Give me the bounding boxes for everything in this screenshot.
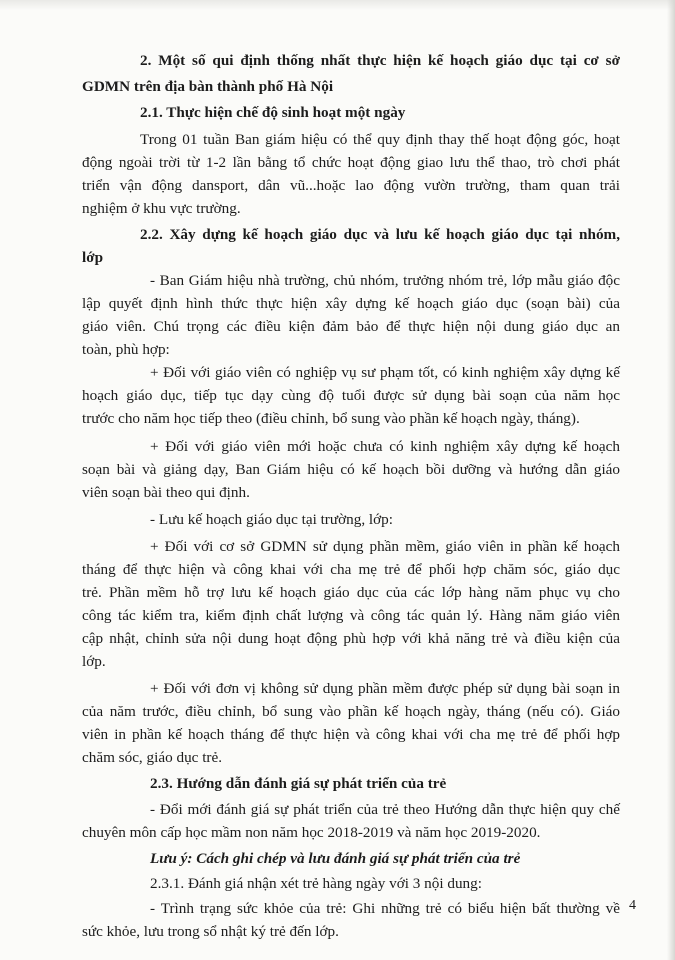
paragraph-line: tháng để thực hiện và công khai với cha mẹ trẻ để phối hợp chăm sóc, giáo dục [82,561,620,578]
subsection-heading-2-1: 2.1. Thực hiện chế độ sinh hoạt một ngày [140,104,406,121]
paragraph-line: + Đối với đơn vị không sử dụng phần mềm được phép sử dụng bài soạn in [150,680,620,697]
paragraph-line: 2.3.1. Đánh giá nhận xét trẻ hàng ngày với 3 nội dung: [150,875,482,892]
section-heading-line-1: 2. Một số qui định thống nhất thực hiện kế hoạch giáo dục tại cơ sở [140,52,620,69]
subsection-heading-2-3: 2.3. Hướng dẫn đánh giá sự phát triển của trẻ [150,775,447,792]
paragraph-line: - Đổi mới đánh giá sự phát triển của trẻ theo Hướng dẫn thực hiện quy chế [150,801,620,818]
paragraph-line: cập nhật, chỉnh sửa nội dung hoạt động phù hợp với khả năng trẻ và điều kiện của [82,630,620,647]
paragraph-line: nghiệm ở khu vực trường. [82,200,241,217]
paragraph-line: + Đối với giáo viên mới hoặc chưa có kinh nghiệm xây dựng kế hoạch [150,438,620,455]
subsection-heading-2-2-cont: lớp [82,249,104,266]
paragraph-line: - Ban Giám hiệu nhà trường, chủ nhóm, trưởng nhóm trẻ, lớp mẫu giáo độc [150,272,620,289]
paragraph-line: viên in phần kế hoạch tháng để thực hiện và công khai với cha mẹ trẻ để phối hợp [82,726,620,743]
paragraph-line: + Đối với giáo viên có nghiệp vụ sư phạm tốt, có kinh nghiệm xây dựng kế [150,364,620,381]
paragraph-line: viên soạn bài theo qui định. [82,484,250,501]
paragraph-line: công tác kiểm tra, kiểm định chất lượng và công tác quản lý. Hàng năm giáo viên [82,607,620,624]
paragraph-line: chuyên môn cấp học mầm non năm học 2018-2019 và năm học 2019-2020. [82,824,541,841]
paragraph-line: + Đối với cơ sở GDMN sử dụng phần mềm, giáo viên in phần kế hoạch [150,538,620,555]
section-heading-line-2: GDMN trên địa bàn thành phố Hà Nội [82,78,334,95]
paragraph-line: lớp. [82,653,106,670]
paragraph-line: động ngoài trời từ 1-2 lần bằng tổ chức hoạt động giao lưu thể thao, trò chơi phát [82,154,620,171]
paragraph-line: triển vận động dansport, dân vũ...hoặc lao động vườn trường, tham quan trải [82,177,620,194]
paragraph-line: Trong 01 tuần Ban giám hiệu có thể quy định thay thế hoạt động góc, hoạt [140,131,620,148]
paragraph-line: chăm sóc, giáo dục trẻ. [82,749,223,766]
paragraph-line: soạn bài và giảng dạy, Ban Giám hiệu có kế hoạch bồi dưỡng và hướng dẫn giáo [82,461,620,478]
paragraph-line: - Lưu kế hoạch giáo dục tại trường, lớp: [150,511,393,528]
page-number: 4 [629,898,636,913]
paragraph-line: giáo viên. Chú trọng các điều kiện đảm bảo để thực hiện nội dung giáo dục an [82,318,620,335]
paragraph-line: - Trình trạng sức khỏe của trẻ: Ghi những trẻ có biểu hiện bất thường về [150,900,620,917]
paragraph-line: lập quyết định hình thức thực hiện xây dựng kế hoạch giáo dục (soạn bài) của [82,295,620,312]
paragraph-line: sức khỏe, lưu trong sổ nhật ký trẻ đến lớp. [82,923,339,940]
paragraph-line: toàn, phù hợp: [82,341,170,358]
paragraph-line: hoạch giáo dục, tiếp tục dạy cùng độ tuổi được sử dụng bài soạn của năm học [82,387,620,404]
paragraph-line: của năm trước, điều chỉnh, bổ sung vào phần kế hoạch ngày, tháng (nếu có). Giáo [82,703,620,720]
note-heading: Lưu ý: Cách ghi chép và lưu đánh giá sự phát triển của trẻ [150,850,521,867]
subsection-heading-2-2: 2.2. Xây dựng kế hoạch giáo dục và lưu kế hoạch giáo dục tại nhóm, [140,226,620,243]
paragraph-line: trước cho năm học tiếp theo (điều chỉnh, bổ sung vào phần kế hoạch ngày, tháng). [82,410,580,427]
paragraph-line: trẻ. Phần mềm hỗ trợ lưu kế hoạch giáo dục của các lớp hàng năm phục vụ cho [82,584,620,601]
